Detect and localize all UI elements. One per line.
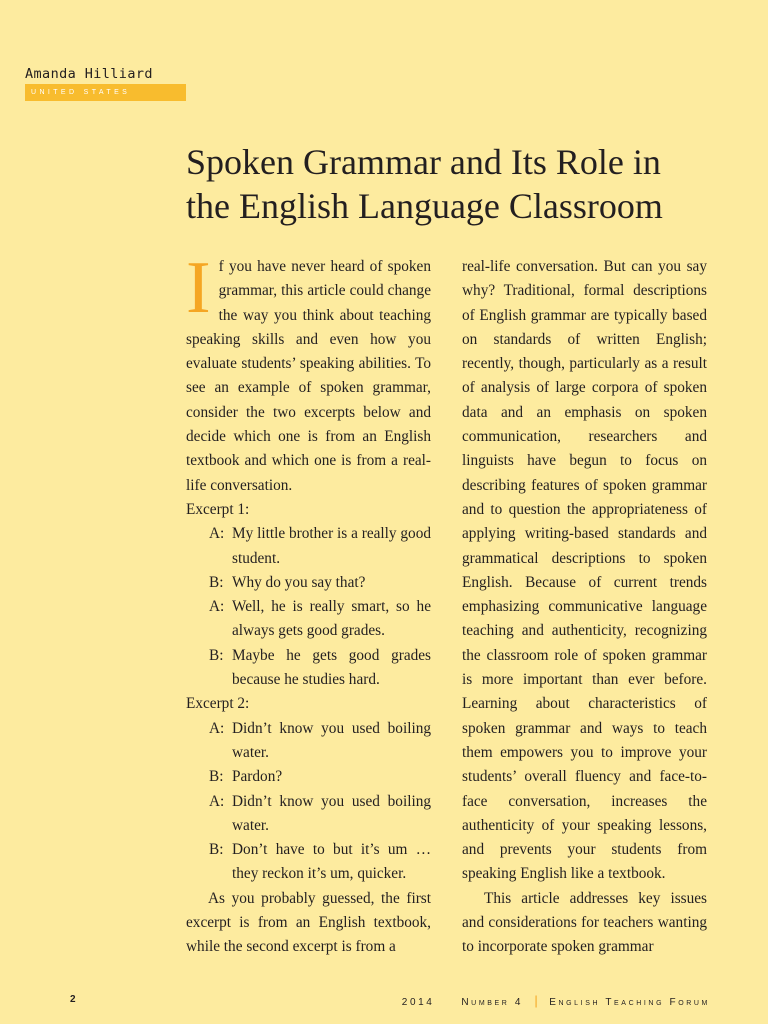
dialogue-line	[186, 522, 431, 571]
dialogue-line	[186, 595, 431, 644]
footer-issue: Number 4	[461, 997, 524, 1008]
speaker-label: B:	[209, 573, 224, 591]
dialogue-text: Why do you say that?	[232, 573, 366, 591]
footer-year: 2014	[401, 997, 435, 1008]
body-paragraph: real-life conversation. But can you say why? Traditional, formal descriptions of English grammar are typically based on standards of written English; recently, though, particularly as a result of analysis of large corpora of spoken data and an emphasis on spoken communication, researchers and linguists have begun to focus on describing features of spoken grammar and to question the appropriateness of applying writing-based standards and grammatical descriptions to spoken English. Because of current trends emphasizing communicative language teaching and authenticity, recognizing the classroom role of spoken grammar is more important than ever before. Learning about characteristics of spoken grammar and ways to teach them empowers you to improve your students’ overall fluency and face-to-face conversation, increases the authenticity of your speaking lessons, and prevents your students from speaking English like a textbook.	[462, 258, 707, 883]
title-line-2: the English Language Classroom	[186, 186, 663, 226]
footer-journal: English Teaching Forum	[549, 997, 710, 1008]
speaker-label: A:	[209, 719, 225, 737]
speaker-label: A:	[209, 525, 225, 543]
article-title	[186, 140, 746, 228]
dialogue-line	[186, 765, 431, 789]
author-name: Amanda Hilliard	[25, 66, 153, 82]
dialogue-line	[186, 790, 431, 839]
dialogue-text: Pardon?	[232, 768, 283, 786]
speaker-label: B:	[209, 768, 224, 786]
speaker-label: A:	[209, 792, 225, 810]
speaker-label: A:	[209, 598, 225, 616]
dialogue-text: Didn’t know you used boiling water.	[232, 719, 431, 761]
body-column-2	[462, 255, 707, 960]
footer-journal-info	[402, 993, 710, 1008]
country-bar	[25, 84, 186, 101]
dialogue-line	[186, 838, 431, 887]
dialogue-text: Maybe he gets good grades because he studies hard.	[232, 646, 431, 689]
title-line-1: Spoken Grammar and Its Role in	[186, 142, 661, 182]
dialogue-line	[186, 571, 431, 595]
body-paragraph: This article addresses key issues and considerations for teachers wanting to incorporate spoken grammar	[462, 889, 707, 956]
dialogue-line	[186, 717, 431, 766]
dialogue-text: My little brother is a really good student.	[232, 525, 431, 567]
author-country: united states	[31, 86, 131, 97]
excerpt-2-label: Excerpt 2:	[186, 695, 250, 713]
closing-paragraph: As you probably guessed, the first excerpt is from an English textbook, while the second excerpt is from a	[186, 889, 431, 956]
drop-cap: I	[186, 247, 211, 329]
dialogue-text: Well, he is really smart, so he always gets good grades.	[232, 598, 431, 640]
dialogue-line	[186, 644, 431, 693]
intro-paragraph	[186, 247, 431, 498]
excerpt-1-label: Excerpt 1:	[186, 500, 250, 518]
intro-text: f you have never heard of spoken grammar, this article could change the way you think about teaching speaking skills and even how you evaluate students’ speaking abilities. To see an example of spoken grammar, consider the two excerpts below and decide which one is from an English textbook and which one is from a real-life conversation.	[186, 258, 431, 494]
dialogue-text: Didn’t know you used boiling water.	[232, 792, 431, 834]
page-number: 2	[70, 994, 76, 1005]
speaker-label: B:	[209, 646, 224, 664]
footer-separator: |	[534, 993, 538, 1008]
dialogue-text: Don’t have to but it’s um … they reckon it’s um, quicker.	[232, 841, 431, 883]
speaker-label: B:	[209, 841, 224, 859]
body-column-1	[186, 247, 431, 960]
